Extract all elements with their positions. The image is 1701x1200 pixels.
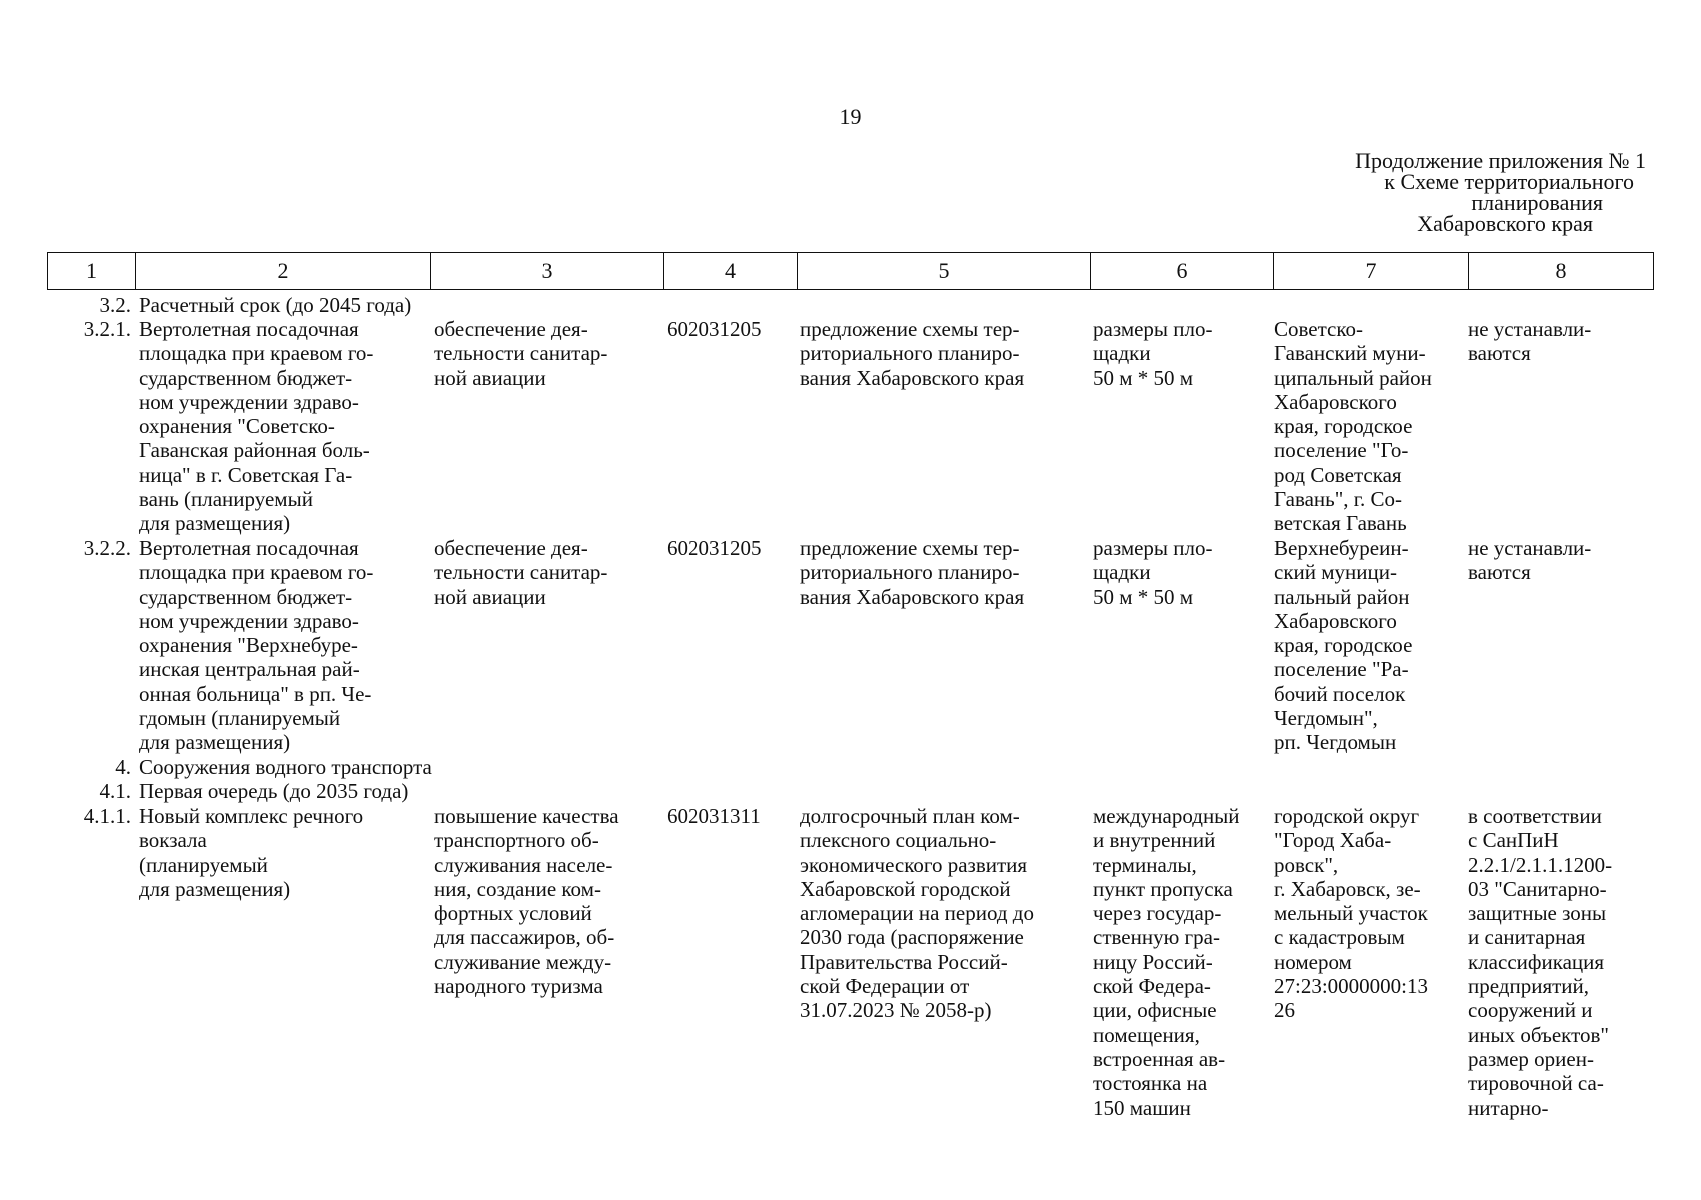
table-body <box>47 293 1655 1124</box>
object-characteristics: размеры пло- щадки 50 м * 50 м <box>1093 317 1213 390</box>
section-number: 3.2. <box>99 293 131 317</box>
object-characteristics: размеры пло- щадки 50 м * 50 м <box>1093 536 1213 609</box>
column-number-1: 1 <box>48 253 136 290</box>
table-row <box>47 536 1655 755</box>
column-number-2: 2 <box>136 253 431 290</box>
section-row-4 <box>47 755 1655 779</box>
column-number-6: 6 <box>1091 253 1274 290</box>
object-code: 602031311 <box>667 804 761 828</box>
column-number-7: 7 <box>1274 253 1469 290</box>
column-number-3: 3 <box>431 253 664 290</box>
object-zones: не устанавли- ваются <box>1468 317 1592 366</box>
section-title: Первая очередь (до 2035 года) <box>139 779 409 803</box>
object-zones: не устанавли- ваются <box>1468 536 1592 585</box>
object-code: 602031205 <box>667 536 762 560</box>
appendix-line-4: Хабаровского края <box>1417 211 1593 236</box>
object-zones: в соответствии с СанПиН 2.2.1/2.1.1.1200- 03 "Санитарно- защитные зоны и санитарная классификация предприятий, сооружений и иных объектов" размер ориен- тировочной са- нитарно- <box>1468 804 1613 1120</box>
object-code: 602031205 <box>667 317 762 341</box>
column-number-4: 4 <box>664 253 798 290</box>
object-location: Верхнебуреин- ский муници- пальный район Хабаровского края, городское поселение "Ра- бочий поселок Чегдомын", рп. Чегдомын <box>1274 536 1413 755</box>
section-number: 4.1. <box>99 779 131 803</box>
object-characteristics: международный и внутренний терминалы, пункт пропуска через государ- ственную гра- ницу Россий- ской Федера- ции, офисные помещения, встроенная ав- тостоянка на 150 машин <box>1093 804 1240 1120</box>
section-title: Расчетный срок (до 2045 года) <box>139 293 412 317</box>
row-number: 3.2.1. <box>83 317 131 341</box>
object-basis: предложение схемы тер- риториального планиро- вания Хабаровского края <box>800 317 1025 390</box>
object-basis: предложение схемы тер- риториального планиро- вания Хабаровского края <box>800 536 1025 609</box>
column-number-8: 8 <box>1469 253 1654 290</box>
section-number: 4. <box>115 755 131 779</box>
row-number: 4.1.1. <box>83 804 131 828</box>
column-number-header <box>47 252 1654 290</box>
object-purpose: обеспечение дея- тельности санитар- ной авиации <box>434 536 608 609</box>
table-row <box>47 317 1655 536</box>
section-row-3-2 <box>47 293 1655 317</box>
object-purpose: обеспечение дея- тельности санитар- ной авиации <box>434 317 608 390</box>
section-row-4-1 <box>47 779 1655 804</box>
page-number: 19 <box>839 104 862 129</box>
appendix-header <box>1286 150 1646 234</box>
object-name: Вертолетная посадочная площадка при краевом го- сударственном бюджет- ном учреждении здраво- охранения "Верхнебуре- инская центральная рай- онная больница" в рп. Че- гдомын (планируемый для размещения) <box>139 536 374 755</box>
object-name: Новый комплекс речного вокзала (планируемый для размещения) <box>139 804 364 901</box>
object-location: Советско- Гаванский муни- ципальный район Хабаровского края, городское поселение "Го- род Советская Гавань", г. Со- ветская Гавань <box>1274 317 1432 536</box>
table-row <box>47 804 1655 1124</box>
row-number: 3.2.2. <box>83 536 131 560</box>
appendix-line-2: к Схеме территориального <box>1384 169 1634 194</box>
object-location: городской округ "Город Хаба- ровск", г. Хабаровск, зе- мельный участок с кадастровым номером 27:23:0000000:13 26 <box>1274 804 1429 1023</box>
appendix-line-3: планирования <box>1471 190 1603 215</box>
section-title: Сооружения водного транспорта <box>139 755 432 779</box>
object-purpose: повышение качества транспортного об- служивания населе- ния, создание ком- фортных условий для пассажиров, об- служивание между- народного туризма <box>434 804 619 999</box>
object-name: Вертолетная посадочная площадка при краевом го- сударственном бюджет- ном учреждении здраво- охранения "Советско- Гаванская районная боль- ница" в г. Советская Га- вань (планируемый для размещения) <box>139 317 374 536</box>
appendix-line-1: Продолжение приложения № 1 <box>1355 148 1646 173</box>
column-number-5: 5 <box>798 253 1091 290</box>
object-basis: долгосрочный план ком- плексного социально- экономического развития Хабаровской городской агломерации на период до 2030 года (распоряжение Правительства Россий- ской Федерации от 31.07.2023 № 2058-р) <box>800 804 1034 1023</box>
